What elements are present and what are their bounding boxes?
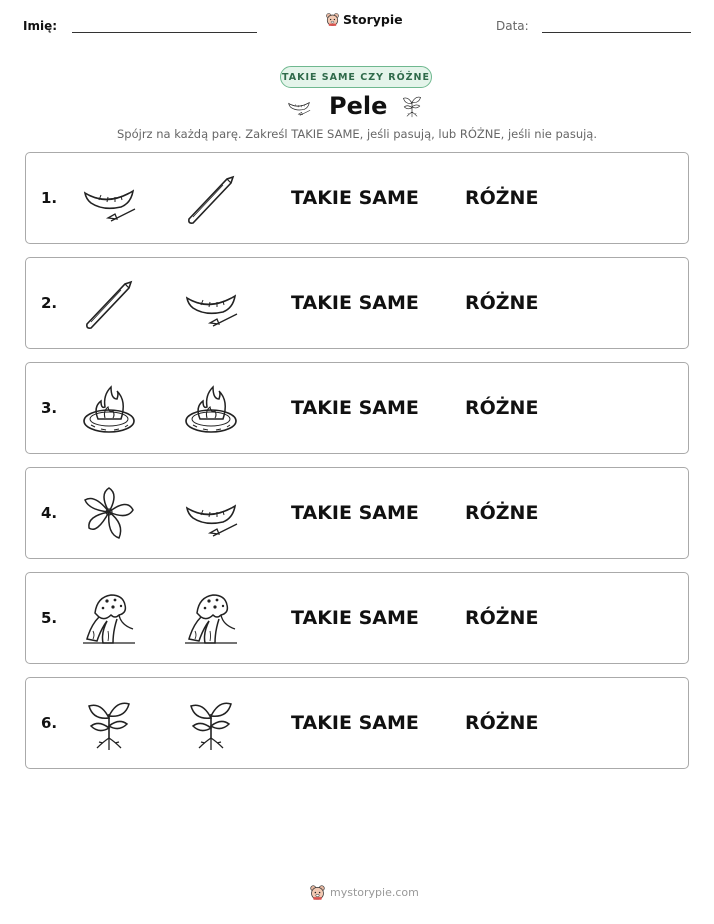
option-different[interactable]: RÓŻNE <box>465 607 539 629</box>
option-same[interactable]: TAKIE SAME <box>291 187 419 209</box>
question-row-3 <box>25 362 689 454</box>
sprout-icon <box>183 696 239 752</box>
sprout-icon <box>400 92 424 120</box>
fire-pit-icon <box>81 381 137 437</box>
lava-volcano-icon <box>183 591 239 647</box>
date-line[interactable] <box>542 32 691 33</box>
option-different[interactable]: RÓŻNE <box>465 397 539 419</box>
question-row-1 <box>25 152 689 244</box>
option-same[interactable]: TAKIE SAME <box>291 607 419 629</box>
option-different[interactable]: RÓŻNE <box>465 712 539 734</box>
question-number: 1. <box>41 189 58 207</box>
question-row-6 <box>25 677 689 769</box>
plumeria-flower-icon <box>81 486 137 542</box>
option-same[interactable]: TAKIE SAME <box>291 502 419 524</box>
question-number: 3. <box>41 399 58 417</box>
question-row-2 <box>25 257 689 349</box>
question-row-4 <box>25 467 689 559</box>
question-number: 2. <box>41 294 58 312</box>
storypie-logo <box>325 12 403 27</box>
worksheet-title: Pele <box>329 92 388 120</box>
canoe-icon <box>183 486 239 542</box>
question-row-5 <box>25 572 689 664</box>
name-label: Imię: <box>23 19 58 33</box>
footer <box>309 884 419 901</box>
date-label: Data: <box>496 19 529 33</box>
option-same[interactable]: TAKIE SAME <box>291 292 419 314</box>
option-different[interactable]: RÓŻNE <box>465 187 539 209</box>
instructions: Spójrz na każdą parę. Zakreśl TAKIE SAME, jeśli pasują, lub RÓŻNE, jeśli nie pasują. <box>116 127 598 141</box>
digging-stick-icon <box>81 276 137 332</box>
option-same[interactable]: TAKIE SAME <box>291 712 419 734</box>
logo-text: Storypie <box>343 12 403 27</box>
option-different[interactable]: RÓŻNE <box>465 502 539 524</box>
canoe-icon <box>183 276 239 332</box>
digging-stick-icon <box>183 171 239 227</box>
worksheet-type-badge: TAKIE SAME CZY RÓŻNE <box>280 66 432 88</box>
option-same[interactable]: TAKIE SAME <box>291 397 419 419</box>
canoe-icon <box>81 171 137 227</box>
canoe-icon <box>284 94 314 118</box>
question-number: 6. <box>41 714 58 732</box>
footer-site-link[interactable]: mystorypie.com <box>330 886 419 899</box>
question-number: 5. <box>41 609 58 627</box>
lava-volcano-icon <box>81 591 137 647</box>
fire-pit-icon <box>183 381 239 437</box>
bear-logo-icon <box>309 884 326 901</box>
question-number: 4. <box>41 504 58 522</box>
sprout-icon <box>81 696 137 752</box>
name-line[interactable] <box>72 32 257 33</box>
bear-logo-icon <box>325 12 340 27</box>
option-different[interactable]: RÓŻNE <box>465 292 539 314</box>
